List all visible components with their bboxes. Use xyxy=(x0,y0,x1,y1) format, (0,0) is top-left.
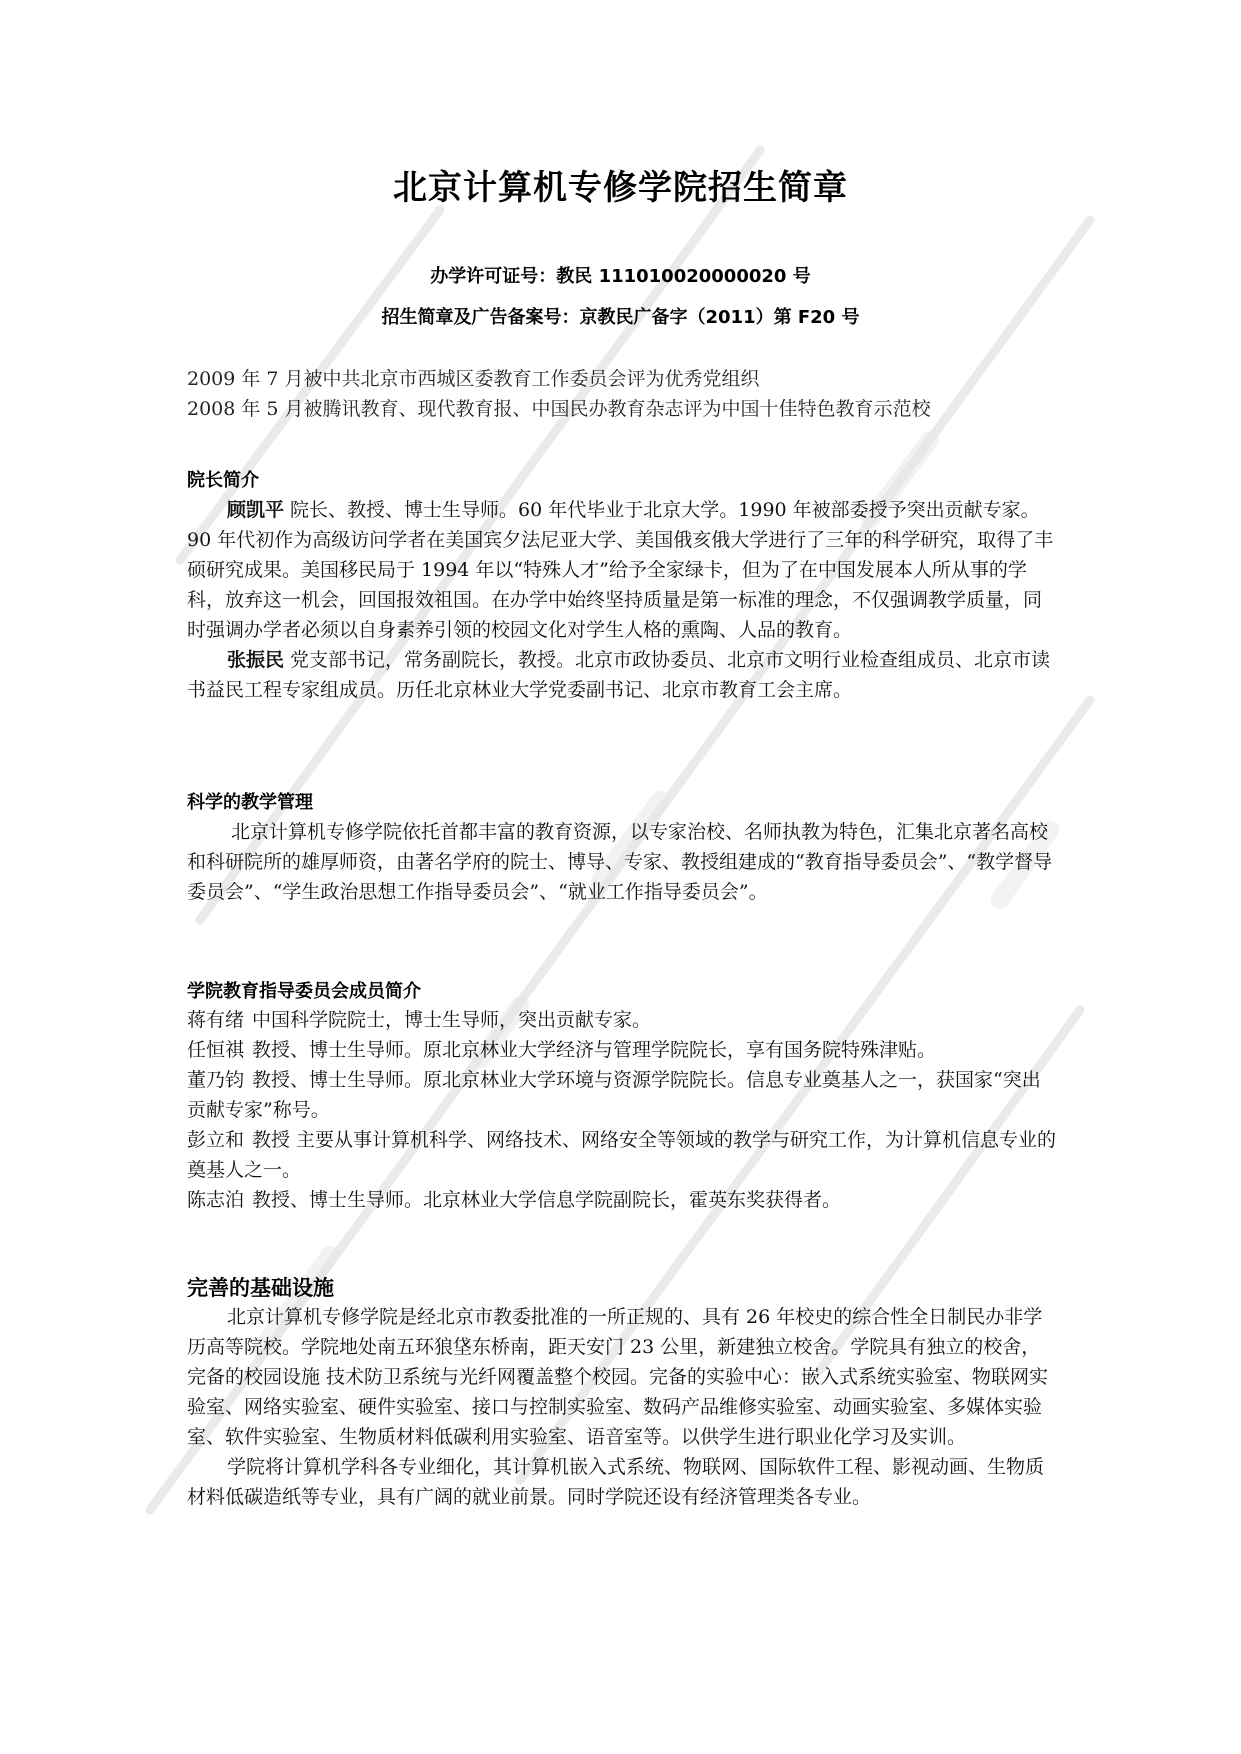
president-bio xyxy=(187,495,1057,645)
ad-filing-number: 招生简章及广告备案号：京教民广备字（2011）第 F20 号 xyxy=(381,307,860,328)
president-section xyxy=(187,495,1057,705)
management-text: 北京计算机专修学院依托首都丰富的教育资源，以专家治校、名师执教为特色，汇集北京著名高校和科研院所的雄厚师资，由著名学府的院士、博导、专家、教授组建成的“教育指导委员会”、“教学督导委员会”、“学生政治思想工作指导委员会”、“就业工作指导委员会”。 xyxy=(187,821,1053,903)
member-name: 彭立和 xyxy=(187,1129,245,1151)
person-name: 张振民 xyxy=(227,649,285,671)
honor-item: 2009 年 7 月被中共北京市西城区委教育工作委员会评为优秀党组织 xyxy=(187,368,760,390)
management-section-heading: 科学的教学管理 xyxy=(187,792,313,813)
document-title: 北京计算机专修学院招生简章 xyxy=(393,168,848,208)
member-description: 教授、博士生导师。原北京林业大学环境与资源学院院长。信息专业奠基人之一，获国家“突出贡献专家”称号。 xyxy=(187,1069,1041,1121)
member-name: 任恒祺 xyxy=(187,1039,245,1061)
committee-members xyxy=(187,1005,1057,1215)
president-section-heading: 院长简介 xyxy=(187,470,259,491)
facilities-section-heading: 完善的基础设施 xyxy=(187,1276,334,1300)
facilities-section xyxy=(187,1302,1057,1512)
license-number: 办学许可证号：教民 111010020000020 号 xyxy=(430,266,811,287)
member-description: 教授 主要从事计算机科学、网络技术、网络安全等领域的教学与研究工作，为计算机信息专业的奠基人之一。 xyxy=(187,1129,1057,1181)
committee-member xyxy=(187,1185,1057,1215)
member-description: 中国科学院院士，博士生导师，突出贡献专家。 xyxy=(252,1009,652,1031)
member-name: 陈志泊 xyxy=(187,1189,245,1211)
honor-item: 2008 年 5 月被腾讯教育、现代教育报、中国民办教育杂志评为中国十佳特色教育示范校 xyxy=(187,398,931,420)
member-description: 教授、博士生导师。北京林业大学信息学院副院长，霍英东奖获得者。 xyxy=(252,1189,842,1211)
member-description: 教授、博士生导师。原北京林业大学经济与管理学院院长，享有国务院特殊津贴。 xyxy=(252,1039,937,1061)
honors-block xyxy=(187,364,1057,424)
committee-section-heading: 学院教育指导委员会成员简介 xyxy=(187,981,421,1002)
committee-member xyxy=(187,1065,1057,1125)
management-section xyxy=(187,817,1057,907)
facilities-paragraph: 学院将计算机学科各专业细化，其计算机嵌入式系统、物联网、国际软件工程、影视动画、生物质材料低碳造纸等专业，具有广阔的就业前景。同时学院还设有经济管理类各专业。 xyxy=(187,1456,1045,1508)
vice-president-bio xyxy=(187,645,1057,705)
facilities-paragraph: 北京计算机专修学院是经北京市教委批准的一所正规的、具有 26 年校史的综合性全日制民办非学历高等院校。学院地处南五环狼垡东桥南，距天安门 23 公里，新建独立校舍。学院具有独立的校舍，完备的校园设施 技术防卫系统与光纤网覆盖整个校园。完备的实验中心：嵌入式系统实验室、物联网实验室、网络实验室、硬件实验室、接口与控制实验室、数码产品维修实验室、动画实验室、多媒体实验室、软件实验室、生物质材料低碳利用实验室、语音室等。以供学生进行职业化学习及实训。 xyxy=(187,1306,1049,1448)
committee-member xyxy=(187,1005,1057,1035)
person-bio: 院长、教授、博士生导师。60 年代毕业于北京大学。1990 年被部委授予突出贡献专家。90 年代初作为高级访问学者在美国宾夕法尼亚大学、美国俄亥俄大学进行了三年的科学研究，取得了丰硕研究成果。美国移民局于 1994 年以“特殊人才”给予全家绿卡，但为了在中国发展本人所从事的学科，放弃这一机会，回国报效祖国。在办学中始终坚持质量是第一标准的理念，不仅强调教学质量，同时强调办学者必须以自身素养引领的校园文化对学生人格的熏陶、人品的教育。 xyxy=(187,499,1054,641)
member-name: 蒋有绪 xyxy=(187,1009,245,1031)
member-name: 董乃钧 xyxy=(187,1069,245,1091)
committee-member xyxy=(187,1125,1057,1185)
committee-member xyxy=(187,1035,1057,1065)
person-name: 顾凯平 xyxy=(227,499,285,521)
person-bio: 党支部书记，常务副院长，教授。北京市政协委员、北京市文明行业检查组成员、北京市读书益民工程专家组成员。历任北京林业大学党委副书记、北京市教育工会主席。 xyxy=(187,649,1051,701)
